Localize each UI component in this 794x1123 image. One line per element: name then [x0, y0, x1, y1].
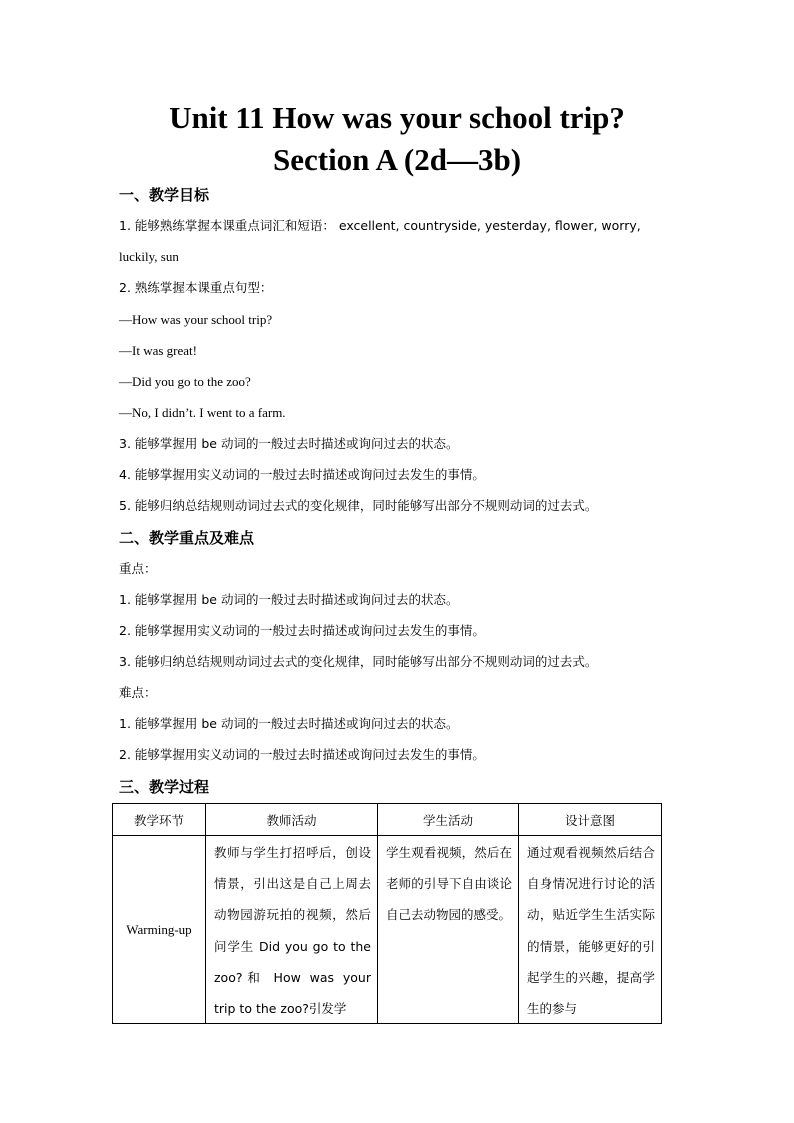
sentence-pattern: —No, I didn’t. I went to a farm.: [119, 405, 286, 420]
teaching-process-table: [112, 803, 662, 1024]
teacher-activity-cell: [206, 836, 378, 1024]
section-heading-key-points: 二、教学重点及难点: [119, 529, 255, 547]
teacher-activity-text: 教师与学生打招呼后，创设情景，引出这是自己上周去动物园游玩拍的视频，然后问学生 Did you go to the zoo?和 How was your trip to the zoo?引发学: [214, 845, 371, 1017]
design-purpose-cell: [519, 836, 662, 1024]
difficult-point-item: 2. 能够掌握用实义动词的一般过去时描述或询问过去发生的事情。: [119, 747, 485, 762]
table-row: [113, 836, 662, 1024]
stage-cell: Warming-up: [113, 836, 206, 1024]
section-heading-process: 三、教学过程: [119, 778, 210, 796]
student-activity-cell: [378, 836, 519, 1024]
student-activity-text: 学生观看视频，然后在老师的引导下自由谈论自己去动物园的感受。: [386, 845, 512, 923]
column-header-design-purpose: 设计意图: [519, 804, 662, 836]
column-header-student-activity: 学生活动: [378, 804, 519, 836]
column-header-teacher-activity: 教师活动: [206, 804, 378, 836]
difficult-point-item: 1. 能够掌握用 be 动词的一般过去时描述或询问过去的状态。: [119, 716, 459, 731]
column-header-stage: 教学环节: [113, 804, 206, 836]
objective-item: 1. 能够熟练掌握本课重点词汇和短语： excellent, countryside, yesterday, flower, worry,: [119, 218, 641, 233]
objective-item: 2. 熟练掌握本课重点句型：: [119, 280, 273, 295]
sentence-pattern: —It was great!: [119, 343, 197, 358]
key-point-item: 2. 能够掌握用实义动词的一般过去时描述或询问过去发生的事情。: [119, 623, 485, 638]
difficult-points-label: 难点：: [119, 685, 157, 700]
objective-item: 3. 能够掌握用 be 动词的一般过去时描述或询问过去的状态。: [119, 436, 459, 451]
key-point-item: 1. 能够掌握用 be 动词的一般过去时描述或询问过去的状态。: [119, 592, 459, 607]
key-points-label: 重点：: [119, 561, 157, 576]
objective-item: luckily, sun: [119, 249, 179, 264]
section-heading-objectives: 一、教学目标: [119, 186, 210, 204]
document-title-line-1: Unit 11 How was your school trip?: [169, 100, 625, 135]
sentence-pattern: —Did you go to the zoo?: [119, 374, 251, 389]
table-header-row: [113, 804, 662, 836]
design-purpose-text: 通过观看视频然后结合自身情况进行讨论的活动，贴近学生生活实际的情景，能够更好的引起学生的兴趣，提高学生的参与: [527, 845, 655, 1017]
document-title-line-2: Section A (2d—3b): [272, 142, 522, 177]
key-point-item: 3. 能够归纳总结规则动词过去式的变化规律，同时能够写出部分不规则动词的过去式。: [119, 654, 598, 669]
objective-item: 5. 能够归纳总结规则动词过去式的变化规律，同时能够写出部分不规则动词的过去式。: [119, 498, 598, 513]
objective-item: 4. 能够掌握用实义动词的一般过去时描述或询问过去发生的事情。: [119, 467, 485, 482]
sentence-pattern: —How was your school trip?: [119, 312, 273, 327]
